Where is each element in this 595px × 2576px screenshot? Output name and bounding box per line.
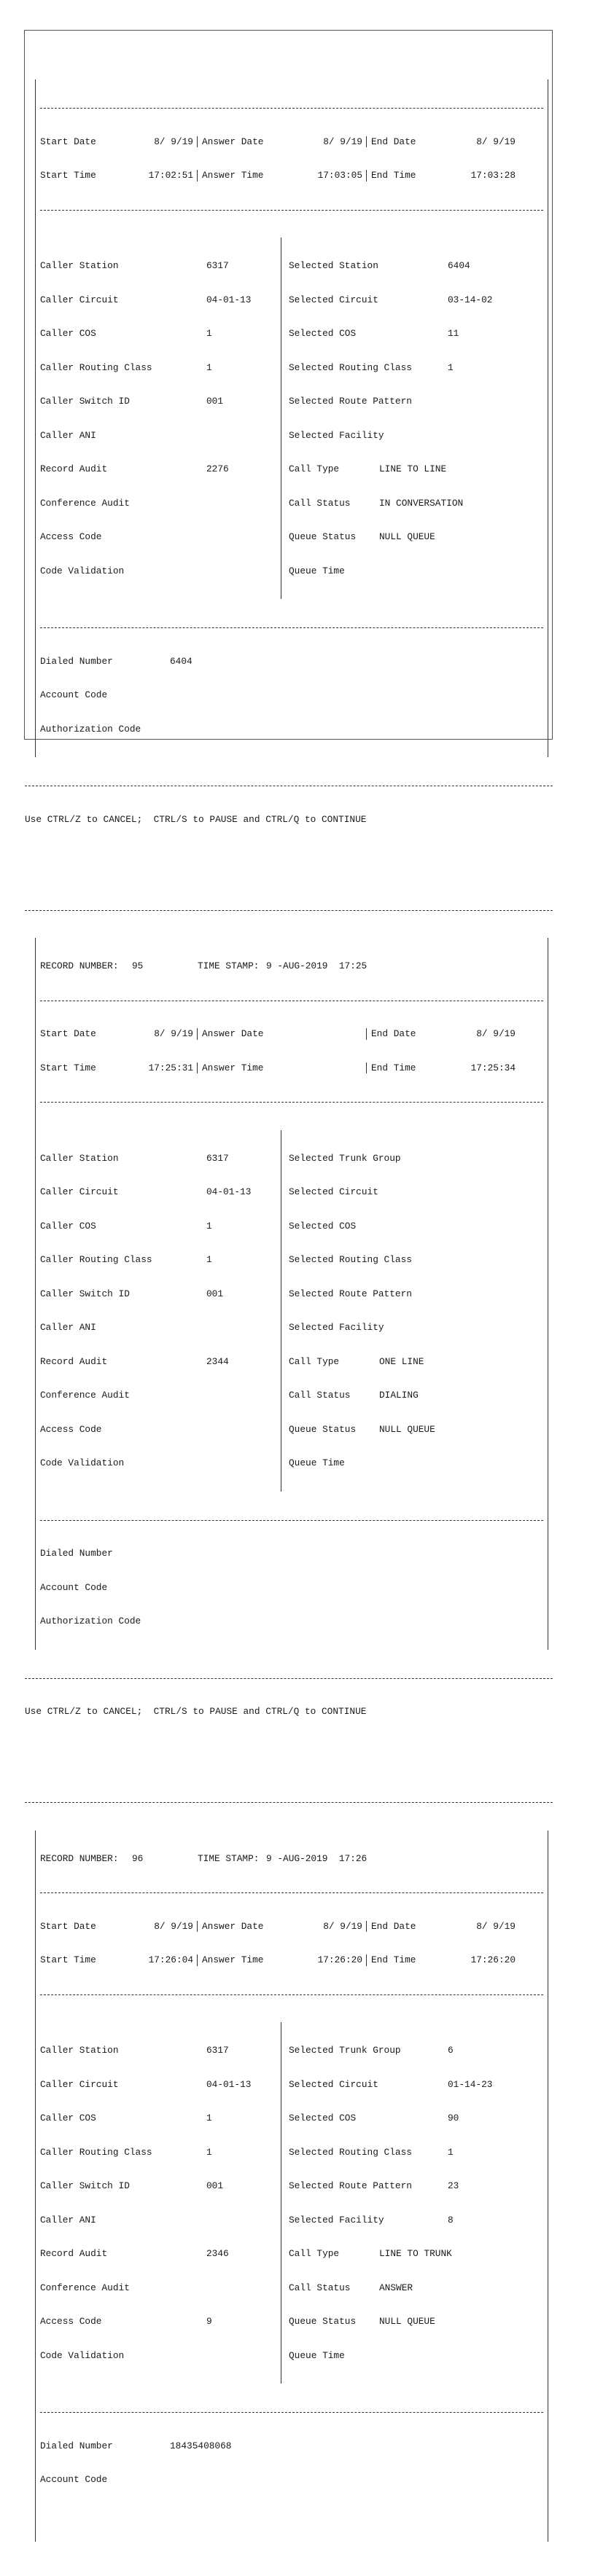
answer-time-value: 17:26:20 — [317, 1954, 362, 1965]
field-label: Selected COS — [289, 1220, 357, 1232]
field-label: Conference Audit — [40, 2282, 130, 2293]
field-label: Caller Station — [40, 2045, 119, 2056]
divider — [40, 1096, 543, 1108]
end-date-value: 8/ 9/19 — [476, 1028, 516, 1039]
detail-columns — [40, 238, 543, 599]
answer-date-value — [292, 1028, 362, 1040]
dialed-number-label: Dialed Number — [40, 1548, 113, 1559]
end-date-label: End Date — [366, 1921, 453, 1933]
time-stamp-label: TIME STAMP: — [198, 1852, 260, 1864]
field-label: Access Code — [40, 1423, 102, 1435]
field-label: Record Audit — [40, 1355, 108, 1367]
field-label: Call Status — [289, 497, 351, 509]
field-value: NULL QUEUE — [379, 531, 435, 542]
field-label: Queue Time — [289, 2349, 345, 2361]
divider — [40, 1989, 543, 2000]
field-value: ANSWER — [379, 2282, 413, 2293]
account-code-label: Account Code — [40, 2474, 108, 2485]
start-time-label: Start Time — [40, 1062, 96, 1073]
end-date-label: End Date — [366, 1028, 453, 1040]
field-label: Caller Switch ID — [40, 396, 130, 407]
field-value: IN CONVERSATION — [379, 497, 464, 509]
record-separator — [25, 1672, 553, 1684]
account-code-label: Account Code — [40, 1581, 108, 1593]
field-label: Selected Circuit — [289, 2078, 378, 2090]
record-separator — [25, 780, 553, 791]
field-label: Caller COS — [40, 328, 96, 339]
end-time-value: 17:25:34 — [470, 1062, 516, 1073]
field-label: Caller ANI — [40, 429, 96, 441]
field-value: 01-14-23 — [448, 2078, 493, 2090]
field-value: 03-14-02 — [448, 294, 493, 305]
field-value: 1 — [206, 1254, 212, 1265]
record-number-label: RECORD NUMBER: — [40, 960, 119, 971]
field-label: Caller Routing Class — [40, 361, 152, 373]
field-value: ONE LINE — [379, 1355, 424, 1367]
start-time-label: Start Time — [40, 1954, 96, 1965]
start-date-label: Start Date — [40, 1920, 96, 1932]
call-record-1 — [35, 79, 548, 757]
selected-column — [281, 1130, 543, 1492]
field-label: Access Code — [40, 531, 102, 542]
authorization-code-label: Authorization Code — [40, 1616, 141, 1626]
divider — [40, 622, 543, 633]
field-value: 001 — [206, 1288, 224, 1299]
start-date-label: Start Date — [40, 136, 96, 147]
start-time-value: 17:26:04 — [148, 1954, 193, 1965]
record-separator — [25, 1796, 553, 1808]
field-label: Conference Audit — [40, 497, 130, 509]
field-label: Caller Circuit — [40, 2078, 119, 2090]
time-stamp-value: 9 -AUG-2019 17:25 — [266, 960, 368, 971]
selected-column — [281, 2022, 543, 2384]
field-value: 90 — [448, 2113, 459, 2123]
record-number-value: 95 — [132, 960, 144, 971]
field-value: NULL QUEUE — [379, 1423, 435, 1435]
field-label: Queue Status — [289, 2316, 357, 2327]
field-value: 1 — [206, 361, 212, 373]
field-label: Selected Route Pattern — [289, 1288, 412, 1299]
divider — [40, 1514, 543, 1526]
field-label: Call Type — [289, 463, 340, 474]
call-record-2 — [35, 938, 548, 1650]
field-label: Call Type — [289, 1355, 340, 1367]
field-label: Selected Circuit — [289, 1186, 378, 1197]
caller-column — [40, 1130, 281, 1492]
field-label: Code Validation — [40, 2349, 125, 2361]
date-row — [40, 136, 543, 148]
field-label: Access Code — [40, 2316, 102, 2327]
field-label: Caller Station — [40, 260, 119, 271]
field-value: 1 — [206, 1220, 212, 1232]
field-value: 04-01-13 — [206, 1186, 252, 1197]
field-label: Record Audit — [40, 2248, 108, 2259]
end-date-label: End Date — [366, 136, 453, 148]
field-label: Caller Circuit — [40, 1186, 119, 1197]
time-stamp-value: 9 -AUG-2019 17:26 — [266, 1852, 368, 1864]
end-time-value: 17:26:20 — [470, 1954, 516, 1965]
start-time-value: 17:02:51 — [148, 170, 193, 181]
time-row — [40, 1062, 543, 1074]
record-number-label: RECORD NUMBER: — [40, 1852, 119, 1864]
start-date-value: 8/ 9/19 — [154, 1028, 193, 1039]
field-label: Queue Time — [289, 565, 345, 576]
divider — [40, 1887, 543, 1898]
field-value: 1 — [206, 2113, 212, 2123]
field-label: Selected Routing Class — [289, 2146, 412, 2158]
selected-column — [281, 238, 543, 599]
end-time-value: 17:03:28 — [470, 170, 516, 181]
answer-date-label: Answer Date — [197, 1921, 292, 1933]
call-record-listing — [25, 34, 553, 2576]
field-value: 6404 — [448, 260, 470, 271]
field-label: Caller COS — [40, 2113, 96, 2123]
date-row — [40, 1028, 543, 1040]
control-notice: Use CTRL/Z to CANCEL; CTRL/S to PAUSE and CTRL/Q to CONTINUE — [25, 813, 367, 825]
field-label: Call Type — [289, 2248, 340, 2259]
field-value: LINE TO TRUNK — [379, 2248, 452, 2259]
detail-columns — [40, 1130, 543, 1492]
dialed-number-row — [40, 2440, 543, 2452]
field-value: 6317 — [206, 260, 229, 271]
field-label: Selected Station — [289, 260, 378, 271]
answer-time-label: Answer Time — [197, 1062, 292, 1074]
control-notice: Use CTRL/Z to CANCEL; CTRL/S to PAUSE and CTRL/Q to CONTINUE — [25, 1706, 367, 1717]
dialed-number-row — [40, 656, 543, 668]
answer-time-label: Answer Time — [197, 1954, 292, 1966]
field-value: 6317 — [206, 2045, 229, 2056]
dialed-number-label: Dialed Number — [40, 2440, 113, 2451]
date-row — [40, 1921, 543, 1933]
field-label: Queue Status — [289, 1423, 357, 1435]
dialed-number-value: 18435408068 — [170, 2440, 232, 2451]
field-value: 6317 — [206, 1152, 229, 1164]
answer-time-label: Answer Time — [197, 170, 292, 181]
answer-date-label: Answer Date — [197, 136, 292, 148]
time-row — [40, 1954, 543, 1966]
field-label: Caller ANI — [40, 2214, 96, 2225]
divider — [40, 204, 543, 216]
field-label: Call Status — [289, 2282, 351, 2293]
field-value: 2346 — [206, 2248, 229, 2259]
field-label: Selected Trunk Group — [289, 2045, 401, 2056]
call-record-3 — [35, 1831, 548, 2542]
field-label: Conference Audit — [40, 1390, 130, 1401]
start-time-value: 17:25:31 — [148, 1062, 193, 1073]
document-page — [24, 30, 553, 2485]
field-label: Code Validation — [40, 1457, 125, 1468]
dialed-number-row — [40, 1548, 543, 1559]
answer-time-value: 17:03:05 — [317, 170, 362, 181]
field-value: 04-01-13 — [206, 294, 252, 305]
field-label: Code Validation — [40, 565, 125, 576]
caller-column — [40, 238, 281, 599]
record-separator — [25, 904, 553, 916]
field-label: Call Status — [289, 1390, 351, 1401]
field-value: 1 — [448, 2146, 454, 2158]
answer-date-value: 8/ 9/19 — [323, 1920, 362, 1932]
divider — [40, 995, 543, 1006]
field-value: 2276 — [206, 463, 229, 474]
start-date-value: 8/ 9/19 — [154, 136, 193, 147]
field-value: 11 — [448, 328, 459, 339]
field-label: Caller Routing Class — [40, 2146, 152, 2158]
divider — [40, 2406, 543, 2418]
field-label: Caller COS — [40, 1220, 96, 1232]
record-header — [40, 1853, 543, 1865]
start-date-value: 8/ 9/19 — [154, 1920, 193, 1932]
field-label: Selected Facility — [289, 2214, 384, 2225]
field-label: Queue Time — [289, 1457, 345, 1468]
field-label: Caller Routing Class — [40, 1254, 152, 1265]
field-label: Caller ANI — [40, 1322, 96, 1333]
field-label: Selected Trunk Group — [289, 1152, 401, 1164]
field-label: Caller Switch ID — [40, 1288, 130, 1299]
field-value: 1 — [448, 361, 454, 373]
authorization-code-label: Authorization Code — [40, 723, 141, 735]
end-date-value: 8/ 9/19 — [476, 136, 516, 147]
dialed-number-label: Dialed Number — [40, 655, 113, 667]
dialed-number-value: 6404 — [170, 655, 192, 667]
end-time-label: End Time — [366, 1062, 453, 1074]
field-value: NULL QUEUE — [379, 2316, 435, 2327]
field-value: 6 — [448, 2045, 454, 2056]
field-label: Selected Facility — [289, 429, 384, 441]
divider — [40, 102, 543, 114]
field-value: 9 — [206, 2316, 212, 2327]
field-label: Caller Station — [40, 1152, 119, 1164]
answer-date-value: 8/ 9/19 — [323, 136, 362, 147]
time-stamp-label: TIME STAMP: — [198, 960, 260, 971]
caller-column — [40, 2022, 281, 2384]
field-label: Selected Route Pattern — [289, 396, 412, 407]
field-label: Selected Circuit — [289, 294, 378, 305]
field-value: LINE TO LINE — [379, 463, 447, 474]
end-time-label: End Time — [366, 1954, 453, 1966]
time-row — [40, 170, 543, 181]
record-number-value: 96 — [132, 1852, 144, 1864]
end-time-label: End Time — [366, 170, 453, 181]
field-label: Queue Status — [289, 531, 357, 542]
field-label: Record Audit — [40, 463, 108, 474]
record-header — [40, 960, 543, 972]
blank-line — [40, 2508, 543, 2520]
field-value: 2344 — [206, 1355, 229, 1367]
start-time-label: Start Time — [40, 170, 96, 181]
field-value: 23 — [448, 2180, 459, 2191]
field-label: Selected COS — [289, 2113, 357, 2123]
answer-time-value — [292, 1062, 362, 1074]
field-label: Selected COS — [289, 328, 357, 339]
field-value: 1 — [206, 2146, 212, 2158]
field-label: Selected Routing Class — [289, 361, 412, 373]
field-value: 1 — [206, 328, 212, 339]
field-label: Selected Routing Class — [289, 1254, 412, 1265]
field-value: 8 — [448, 2214, 454, 2225]
field-label: Selected Facility — [289, 1322, 384, 1333]
answer-date-label: Answer Date — [197, 1028, 292, 1040]
field-value: 04-01-13 — [206, 2078, 252, 2090]
account-code-label: Account Code — [40, 689, 108, 700]
field-label: Selected Route Pattern — [289, 2180, 412, 2191]
field-value: 001 — [206, 396, 224, 407]
field-label: Caller Circuit — [40, 294, 119, 305]
field-value: 001 — [206, 2180, 224, 2191]
detail-columns — [40, 2022, 543, 2384]
field-value: DIALING — [379, 1390, 419, 1401]
start-date-label: Start Date — [40, 1028, 96, 1039]
end-date-value: 8/ 9/19 — [476, 1920, 516, 1932]
field-label: Caller Switch ID — [40, 2180, 130, 2191]
